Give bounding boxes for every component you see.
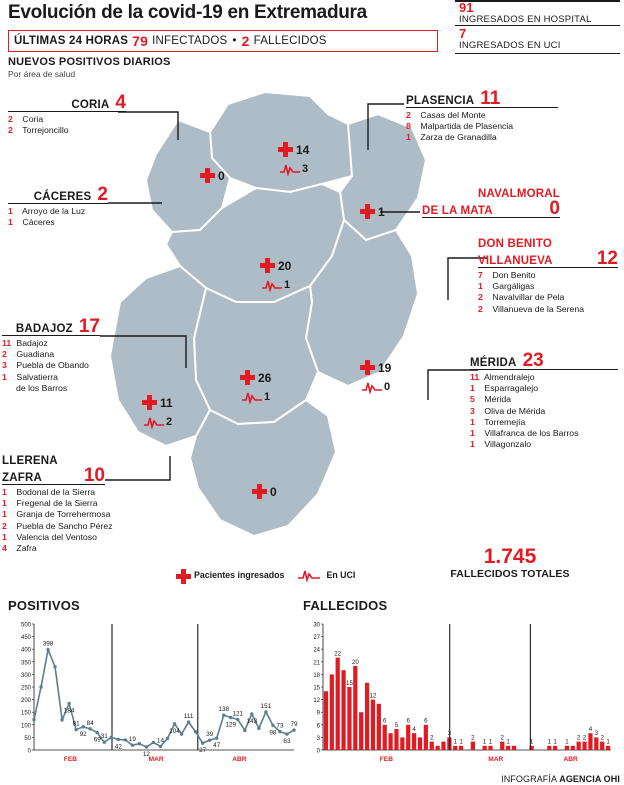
svg-text:1: 1 [565,738,569,746]
list-item: 2 Puebla de Sancho Pérez [2,520,113,531]
svg-text:1: 1 [606,738,610,746]
callout-don-benito-name: DON BENITO [478,238,552,250]
callout-coria-list [8,114,126,136]
callout-plasencia-name: PLASENCIA [406,95,475,107]
chart-fallecidos [303,598,618,783]
list-item: 2 Villanueva de la Serena [478,303,585,314]
uci-admissions-label: INGRESADOS EN UCI [459,40,561,51]
svg-text:0: 0 [27,748,31,755]
list-item: 1 Cáceres [8,217,55,228]
svg-text:24: 24 [313,647,320,654]
svg-text:79: 79 [290,721,298,729]
chart-fallecidos-svg [303,616,615,776]
svg-text:22: 22 [334,650,342,658]
cross-icon [252,484,267,499]
svg-text:18: 18 [313,672,320,679]
marker-coria-hosp: 0 [218,168,225,183]
marker-don-benito-uci-row [362,380,390,394]
section-title-new-cases: NUEVOS POSITIVOS DIARIOS [8,56,171,68]
svg-text:73: 73 [276,722,284,730]
uci-admissions-box [455,28,620,54]
svg-text:20: 20 [351,658,359,666]
marker-don-benito [360,360,391,375]
last-24-hours-banner [8,30,438,52]
callout-badajoz-total: 17 [78,316,100,337]
svg-text:15: 15 [313,685,320,692]
callout-llerena-list [2,487,113,554]
callout-badajoz-name: BADAJOZ [15,323,73,335]
callout-merida-total: 23 [522,350,544,371]
list-item: 1 Torremejía [470,416,526,427]
callout-llerena-zafra [2,455,113,554]
cross-icon [176,569,188,581]
chart-positivos [8,598,298,783]
last24-infected-value: 79 [132,33,149,49]
callout-plasencia-head [406,90,558,108]
svg-text:2: 2 [430,734,434,742]
svg-text:500: 500 [20,622,31,629]
callout-navalmoral-total: 0 [549,198,560,219]
svg-text:12: 12 [142,750,150,758]
svg-text:1: 1 [453,738,457,746]
callout-navalmoral-head [422,188,560,218]
marker-plasencia-hosp: 14 [296,142,310,157]
map-legend [176,568,355,582]
callout-badajoz [2,318,100,394]
svg-text:21: 21 [313,660,320,667]
svg-text:350: 350 [20,660,31,667]
marker-caceres [260,258,291,273]
svg-text:121: 121 [232,710,244,718]
svg-text:143: 143 [246,717,258,725]
list-item: 8 Malpartida de Plasencia [406,121,514,132]
svg-text:63: 63 [283,738,291,746]
callout-plasencia-list [406,110,558,144]
ecg-icon [262,278,282,292]
list-item: 2 Coria [8,114,44,124]
last24-separator: • [232,35,237,47]
last24-infected-label: INFECTADOS [152,35,228,47]
marker-navalmoral-hosp: 1 [378,204,385,219]
svg-text:4: 4 [588,726,593,733]
svg-text:31: 31 [100,733,108,741]
marker-plasencia-uci: 3 [302,163,309,175]
svg-text:6: 6 [424,717,428,725]
svg-text:1: 1 [547,738,552,746]
cross-icon [278,142,293,157]
marker-don-benito-uci: 0 [384,381,391,393]
callout-navalmoral [422,188,560,218]
hospital-admissions-value: 91 [459,0,474,15]
list-item: 3 Oliva de Mérida [470,405,546,416]
list-item: 3 Puebla de Obando [2,360,89,371]
ecg-icon [362,380,382,394]
svg-text:184: 184 [63,707,75,715]
callout-don-benito-name2: VILLANUEVA [478,255,553,267]
deaths-total-block [430,546,590,580]
cross-icon [142,395,157,410]
svg-text:81: 81 [72,720,80,728]
last24-prefix: ÚLTIMAS 24 HORAS [14,35,129,47]
callout-llerena-total: 10 [83,465,105,486]
svg-text:ABR: ABR [232,756,247,763]
svg-text:15: 15 [346,679,353,687]
callout-merida-list [470,372,618,450]
svg-text:MAR: MAR [148,756,164,763]
uci-admissions-value: 7 [459,26,467,41]
svg-text:2: 2 [582,734,587,742]
ecg-icon [280,162,300,176]
svg-text:ABR: ABR [563,756,578,763]
chart-positivos-title: POSITIVOS [8,598,80,613]
marker-merida-uci: 1 [264,391,271,403]
callout-llerena-name2: ZAFRA [2,472,42,484]
marker-don-benito-hosp: 19 [378,360,392,375]
marker-caceres-uci-row [262,278,290,292]
svg-text:19: 19 [128,736,136,744]
list-item: 11 Badajoz [2,338,48,348]
marker-plasencia-uci-row [280,162,308,176]
callout-merida-head [470,352,618,370]
credit [501,774,620,784]
list-item: 1 Zarza de Granadilla [406,132,497,143]
marker-merida-uci-row [242,390,270,404]
svg-text:1: 1 [482,738,487,746]
list-item: 2 Casas del Monte [406,110,486,120]
marker-llerena [252,484,277,499]
callout-merida-name: MÉRIDA [470,357,517,369]
chart-fallecidos-body [303,616,618,776]
chart-positivos-body [8,616,298,776]
marker-badajoz-uci: 2 [166,416,173,428]
list-item: de los Barros [16,382,68,393]
last24-deaths-value: 2 [241,33,250,49]
callout-don-benito-list [478,270,618,315]
callout-caceres-total: 2 [97,184,108,205]
svg-text:30: 30 [313,622,320,629]
svg-text:12: 12 [369,692,377,700]
svg-text:FEB: FEB [379,756,393,763]
last24-deaths-label: FALLECIDOS [253,35,327,47]
list-item: 1 Arroyo de la Luz [8,206,86,216]
marker-badajoz [142,395,173,410]
list-item: 1 Fregenal de la Sierra [2,498,98,509]
list-item: 11 Almendralejo [470,372,535,382]
chart-fallecidos-title: FALLECIDOS [303,598,388,613]
marker-merida [240,370,271,385]
svg-text:9: 9 [316,710,320,717]
extremadura-map [60,80,480,560]
svg-text:50: 50 [24,735,31,742]
marker-plasencia [278,142,309,157]
callout-caceres-head [8,186,108,204]
svg-text:400: 400 [20,647,31,654]
svg-text:138: 138 [218,706,230,714]
svg-text:6: 6 [406,717,410,725]
legend-label-0: Pacientes ingresados [194,570,285,580]
callout-coria-name: CORIA [71,99,110,111]
callout-don-benito [478,238,618,315]
deaths-total-value: 1.745 [483,545,537,568]
callout-llerena-name: LLERENA [2,455,58,467]
svg-text:2: 2 [500,734,504,742]
callout-plasencia-total: 11 [480,88,501,109]
svg-text:1: 1 [459,738,463,746]
callout-navalmoral-name: NAVALMORAL [477,188,560,200]
list-item: 5 Mérida [470,394,511,405]
svg-text:6: 6 [382,717,387,725]
callout-don-benito-total: 12 [596,248,618,269]
hospital-admissions-box [455,0,620,26]
list-item: 2 Torrejoncillo [8,125,69,136]
svg-text:3: 3 [316,735,320,742]
list-item: 1 Villafranca de los Barros [470,428,579,439]
callout-merida [470,352,618,450]
svg-text:2: 2 [600,734,604,742]
cross-icon [200,168,215,183]
svg-text:150: 150 [20,710,31,717]
list-item: 1 Granja de Torrehermosa [2,509,111,520]
callout-navalmoral-name2: DE LA MATA [422,205,493,217]
list-item: 1 Gargáligas [478,281,535,292]
svg-text:84: 84 [86,719,94,727]
svg-text:5: 5 [394,721,399,729]
callout-caceres-name: CÁCERES [33,191,92,203]
svg-text:0: 0 [316,748,320,755]
hospital-admissions-label: INGRESADOS EN HOSPITAL [459,14,592,25]
svg-text:92: 92 [79,730,87,738]
svg-text:4: 4 [412,726,416,733]
list-item: 4 Zafra [2,543,37,554]
callout-llerena-head [2,455,105,485]
deaths-total-label: FALLECIDOS TOTALES [450,568,570,580]
list-item: 1 Salvatierra [2,371,58,382]
svg-text:450: 450 [20,635,31,642]
svg-text:27: 27 [313,635,320,642]
svg-text:27: 27 [199,747,207,755]
callout-caceres [8,186,108,228]
cross-icon [360,360,375,375]
list-item: 1 Esparragalejo [470,383,539,394]
svg-text:39: 39 [206,731,214,739]
svg-text:FEB: FEB [63,756,77,763]
ecg-icon [242,390,262,404]
credit-source: AGENCIA OHI [559,774,620,784]
svg-text:1: 1 [488,738,493,746]
cross-icon [260,258,275,273]
svg-text:1: 1 [506,738,510,746]
marker-navalmoral [360,204,385,219]
svg-text:129: 129 [225,721,237,729]
marker-coria [200,168,225,183]
svg-text:2: 2 [471,734,475,742]
svg-text:250: 250 [20,685,31,692]
callout-coria-head [8,94,126,112]
list-item: 1 Valencia del Ventoso [2,531,97,542]
chart-positivos-svg [8,616,298,776]
list-item: 7 Don Benito [478,270,536,280]
svg-text:42: 42 [114,743,122,751]
svg-text:69: 69 [93,736,101,744]
svg-text:12: 12 [313,698,320,705]
svg-text:47: 47 [213,742,221,750]
callout-coria-total: 4 [115,92,126,113]
svg-text:3: 3 [594,730,599,738]
svg-text:2: 2 [576,734,581,742]
svg-text:MAR: MAR [488,756,504,763]
marker-badajoz-hosp: 11 [160,395,173,410]
list-item: 2 Guadiana [2,349,55,360]
cross-icon [240,370,255,385]
list-item: 2 Navalvillar de Pela [478,292,565,303]
svg-text:6: 6 [316,723,320,730]
svg-text:398: 398 [42,640,54,648]
callout-plasencia [406,90,558,144]
callout-badajoz-list [2,338,100,394]
cross-icon [360,204,375,219]
page-title: Evolución de la covid-19 en Extremadura [8,2,367,23]
svg-text:200: 200 [20,698,31,705]
svg-text:3: 3 [447,730,452,738]
svg-text:151: 151 [260,702,272,710]
svg-text:1: 1 [529,738,534,746]
section-subtitle-by-health-area: Por área de salud [8,69,76,79]
svg-text:111: 111 [183,713,194,721]
credit-prefix: INFOGRAFÍA [501,774,557,784]
callout-coria [8,94,126,136]
ecg-icon [144,415,164,429]
marker-caceres-hosp: 20 [278,258,292,273]
callout-don-benito-head [478,238,618,268]
ecg-icon [298,568,320,582]
marker-caceres-uci: 1 [284,279,291,291]
list-item: 1 Villagonzalo [470,439,532,450]
callout-badajoz-head [2,318,100,336]
legend-label-1: En UCI [326,570,356,580]
marker-badajoz-uci-row [144,415,172,429]
list-item: 1 Bodonal de la Sierra [2,487,96,497]
svg-text:100: 100 [20,723,31,730]
svg-text:300: 300 [20,672,31,679]
svg-text:104: 104 [169,727,180,735]
svg-text:1: 1 [553,738,557,746]
callout-caceres-list [8,206,108,228]
svg-text:98: 98 [269,729,277,737]
svg-text:14: 14 [156,737,165,745]
marker-merida-hosp: 26 [258,370,272,385]
marker-llerena-hosp: 0 [270,484,277,499]
